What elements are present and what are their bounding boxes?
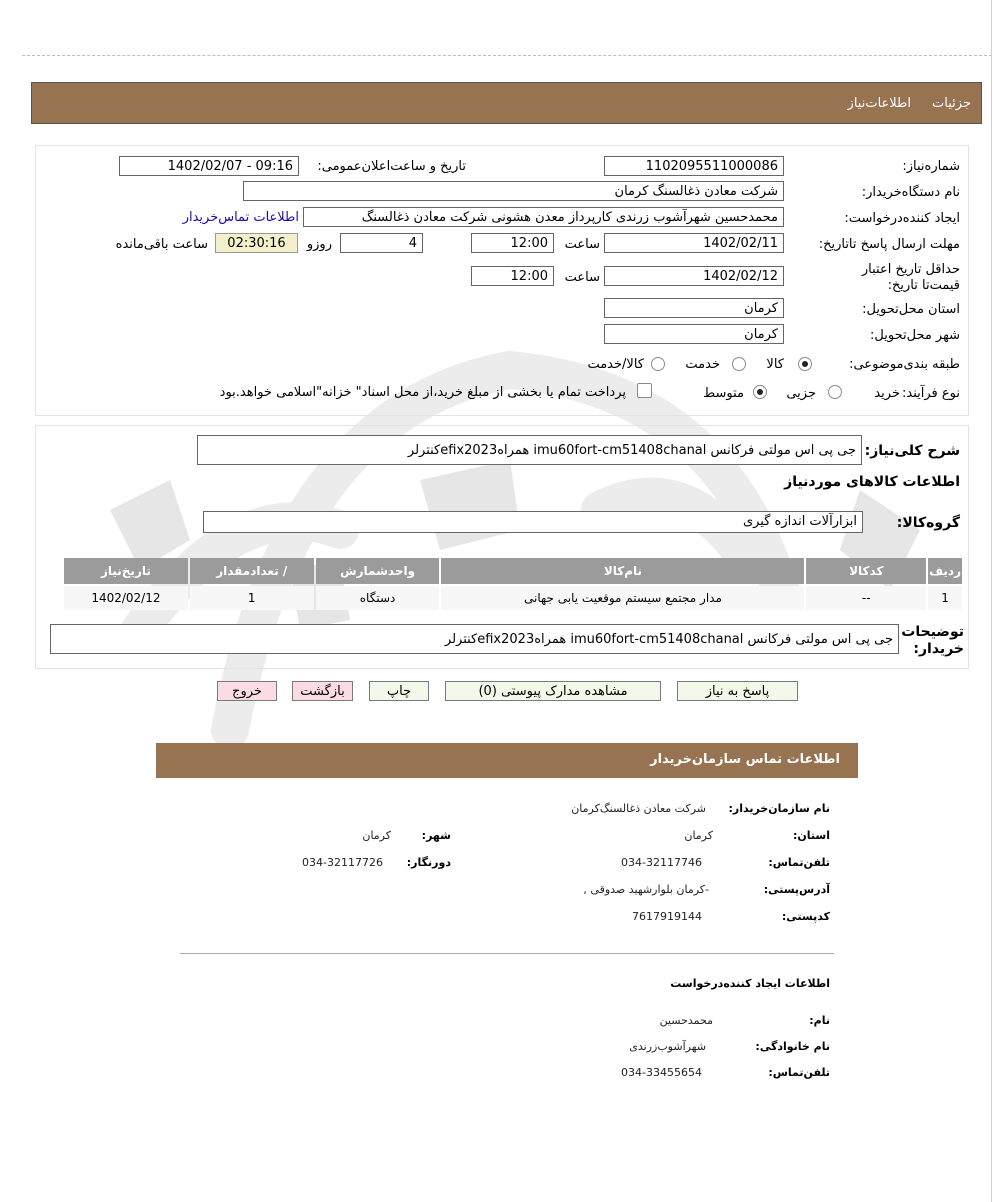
page-header [31, 82, 982, 124]
process-medium-radio[interactable] [753, 385, 767, 399]
contact-phone-value: 034-32117746 [621, 856, 702, 869]
process-medium-label: متوسط [703, 386, 744, 401]
col-unit: واحدشمارش [316, 558, 440, 584]
province-field: کرمان [604, 298, 784, 318]
creator-label: ایجاد کننده‌درخواست: [844, 211, 960, 226]
cell-code: -- [806, 586, 926, 610]
buyer-notes-label: توضیحات خریدار: [901, 624, 964, 657]
contact-fax-value: 034-32117726 [302, 856, 383, 869]
col-qty: / تعدادمقدار [190, 558, 314, 584]
creator-family-value: شهرآشوب‌زرندی [629, 1040, 706, 1053]
deadline-time-field: 12:00 [471, 233, 554, 253]
buyer-label: نام دستگاه‌خریدار: [861, 185, 960, 200]
cell-unit: دستگاه [316, 586, 440, 610]
cell-qty: 1 [190, 586, 314, 610]
province-label: استان محل‌تحویل: [862, 302, 960, 317]
goods-group-label: گروه‌کالا: [896, 515, 960, 531]
buyer-contact-header [156, 743, 858, 778]
reply-button[interactable]: پاسخ به نیاز [677, 681, 798, 701]
cat-service-radio[interactable] [732, 357, 746, 371]
buyer-contact-title: اطلاعات تماس سازمان‌خریدار [650, 752, 840, 767]
remaining-timer: 02:30:16 [215, 233, 298, 253]
buyer-notes-field: جی پی اس مولتی فرکانس imu60fort-cm51408chanal همراه‌efix2023کنترلر [50, 624, 899, 654]
validity-time-label: ساعت [564, 270, 600, 285]
payment-checkbox[interactable] [637, 383, 652, 398]
cell-name: مدار مجتمع سیستم موقعیت یابی جهانی [441, 586, 804, 610]
contact-org-label: نام سازمان‌خریدار: [728, 802, 830, 815]
col-name: نام‌کالا [441, 558, 804, 584]
creator-family-label: نام خانوادگی: [755, 1040, 830, 1053]
day-label: روزو [306, 237, 332, 252]
buyer-contact-link[interactable]: اطلاعات تماس‌خریدار [182, 210, 299, 225]
contact-province-label: استان: [793, 829, 830, 842]
cat-goods-label: کالا [766, 357, 784, 372]
creator-phone-label: تلفن‌تماس: [768, 1066, 830, 1079]
general-desc-field: جی پی اس مولتی فرکانس imu60fort-cm51408chanal همراه‌efix2023کنترلر [197, 435, 862, 465]
contact-city-value: کرمان [362, 829, 391, 842]
validity-time-field: 12:00 [471, 266, 554, 286]
contact-address-value: -کرمان بلوار‌شهید صدوقی , [583, 883, 709, 896]
creator-field: محمدحسین شهرآشوب زرندی کارپرداز معدن هشونی شرکت معادن ذغالسنگ [303, 207, 784, 227]
exit-button[interactable]: خروج [217, 681, 277, 701]
col-row: ردیف [928, 558, 962, 584]
need-number-label: شماره‌نیاز: [902, 159, 960, 174]
announce-field: 1402/02/07 - 09:16 [119, 156, 299, 176]
cell-date: 1402/02/12 [64, 586, 188, 610]
creator-info-title: اطلاعات ایجاد کننده‌درخواست [670, 977, 830, 990]
creator-name-value: محمدحسین [659, 1014, 713, 1027]
section-divider [180, 953, 834, 954]
goods-table [62, 556, 964, 612]
back-button[interactable]: بازگشت [292, 681, 353, 701]
col-date: تاریخ‌نیاز [64, 558, 188, 584]
announce-label: تاریخ و ساعت‌اعلان‌عمومی: [317, 159, 466, 174]
contact-address-label: آدرس‌پستی: [763, 883, 830, 896]
deadline-time-label: ساعت [564, 237, 600, 252]
contact-phone-label: تلفن‌تماس: [768, 856, 830, 869]
cat-service-label: خدمت [685, 357, 720, 372]
view-docs-button[interactable]: مشاهده مدارک پیوستی (0) [445, 681, 661, 701]
general-desc-label: شرح کلی‌نیاز: [864, 443, 960, 459]
buyer-field: شرکت معادن ذغالسنگ کرمان [243, 181, 784, 201]
process-buy-label: خرید [874, 386, 900, 401]
category-label: طبقه بندی‌موضوعی: [849, 357, 960, 372]
print-button[interactable]: چاپ [369, 681, 429, 701]
deadline-label: مهلت ارسال پاسخ تا‌تاریخ: [818, 237, 960, 252]
goods-group-field: ابزارآلات اندازه گیری [203, 511, 863, 533]
process-partial-radio[interactable] [828, 385, 842, 399]
top-divider [22, 55, 992, 56]
contact-postal-value: 7617919144 [632, 910, 702, 923]
days-field: 4 [340, 233, 423, 253]
payment-note: پرداخت تمام یا بخشی از مبلغ خرید،از محل اسناد" خزانه"اسلامی خواهد.بود [219, 385, 626, 400]
contact-city-label: شهر: [421, 829, 451, 842]
cell-row: 1 [928, 586, 962, 610]
process-partial-label: جزیی [786, 386, 816, 401]
creator-name-label: نام: [809, 1014, 830, 1027]
contact-postal-label: کد‌پستی: [781, 910, 830, 923]
price-validity-label: حداقل تاریخ اعتبار قیمت‌تا تاریخ: [861, 262, 960, 293]
need-number-field: 1102095511000086 [604, 156, 784, 176]
tab-need-info[interactable]: اطلاعات‌نیاز [847, 96, 911, 111]
contact-org-value: شرکت معادن ذغالسنگ‌کرمان [571, 802, 706, 815]
creator-phone-value: 034-33455654 [621, 1066, 702, 1079]
cat-goods-radio[interactable] [798, 357, 812, 371]
city-field: کرمان [604, 324, 784, 344]
deadline-date-field: 1402/02/11 [604, 233, 784, 253]
contact-province-value: کرمان [684, 829, 713, 842]
right-border [991, 0, 992, 1202]
table-row [64, 586, 962, 610]
cat-goods-service-label: کالا/خدمت [587, 357, 644, 372]
tab-details[interactable]: جزئیات [932, 96, 971, 111]
validity-date-field: 1402/02/12 [604, 266, 784, 286]
goods-info-title: اطلاعات کالاهای موردنیاز [784, 474, 960, 490]
table-header-row [64, 558, 962, 584]
remaining-label: ساعت باقی‌مانده [115, 237, 208, 252]
city-label: شهر محل‌تحویل: [870, 328, 960, 343]
cat-goods-service-radio[interactable] [651, 357, 665, 371]
contact-fax-label: دورنگار: [406, 856, 451, 869]
col-code: کدکالا [806, 558, 926, 584]
process-label: نوع فرآیند: [902, 386, 960, 401]
